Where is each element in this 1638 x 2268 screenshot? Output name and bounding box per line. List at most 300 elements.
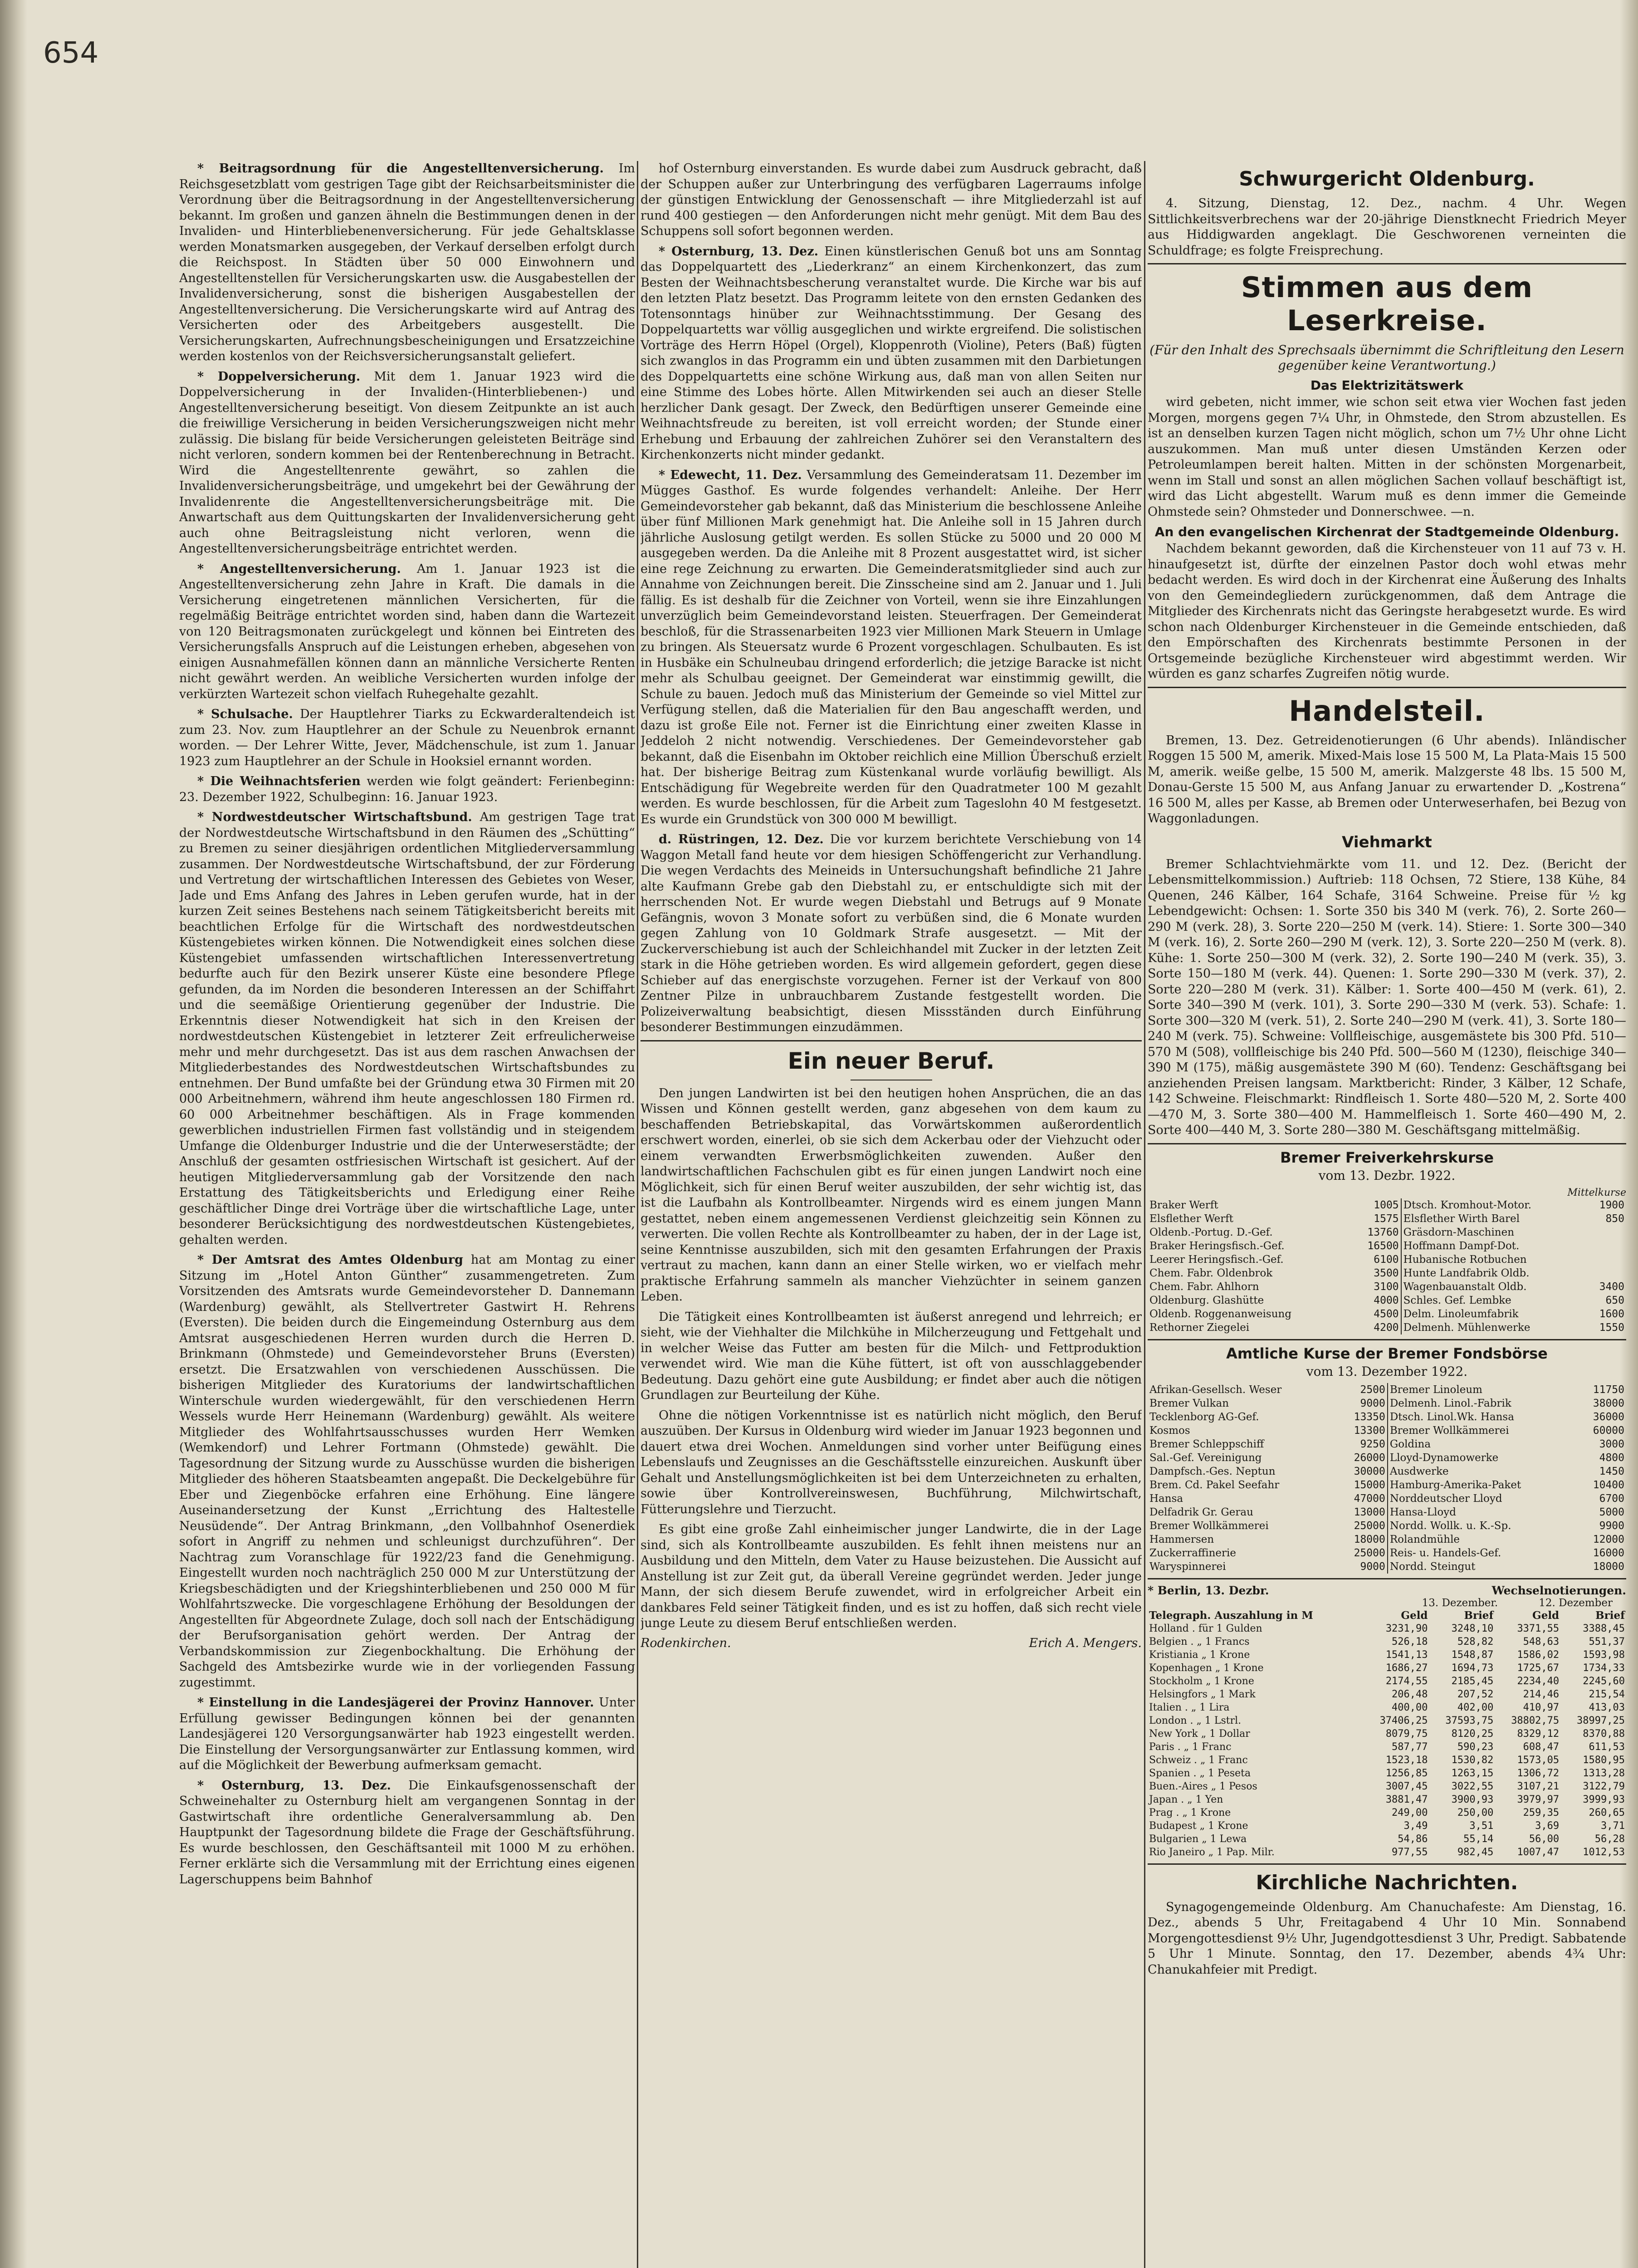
church-news-text: Synagogengemeinde Oldenburg. Am Chanuchafeste: Am Dienstag, 16. Dez., abends 5 Uhr, Freitagabend 4 Uhr 10 Min. Sonnabend Morgengottesdienst 9½ Uhr, Jugendgottesdienst 3 Uhr, Predigt. Sabbatende 5 Uhr 1 Minute. Sonntag, den 17. Dezember, abends 4¾ Uhr: Chanukahfeier mit Predigt. bbox=[1148, 1900, 1626, 1977]
free-trade-table bbox=[1148, 1198, 1626, 1334]
fx-rate: 400,00 bbox=[1392, 1701, 1428, 1713]
fx-column-header: Geld bbox=[1532, 1609, 1560, 1622]
rate-value: 3000 bbox=[1599, 1438, 1624, 1450]
fx-rate: 548,63 bbox=[1523, 1636, 1560, 1647]
fx-rate: 3248,10 bbox=[1451, 1623, 1494, 1634]
company-name: Chem. Fabr. Oldenbrok bbox=[1149, 1267, 1273, 1279]
rate-value: 13000 bbox=[1354, 1506, 1385, 1518]
fx-currency: Helsingfors „ 1 Mark bbox=[1149, 1688, 1256, 1700]
fx-date-1: 13. Dezember. bbox=[1422, 1597, 1498, 1609]
fx-rate: 3979,97 bbox=[1517, 1794, 1560, 1805]
article-paragraph: Ohne die nötigen Vorkenntnisse ist es natürlich nicht möglich, den Beruf auszuüben. Der Kursus in Oldenburg wird wieder im Januar 1923 begonnen und dauert etwa drei Wochen. Anmeldungen sind vorher unter Beifügung eines Lebenslaufs und Zeugnisses an die Geschäftsstelle einzureichen. Auskunft über Gehalt und Anstellungsmöglichkeiten ist bei dem Unterzeichneten zu erhalten, sowie über Kontrollvereinswesen, Buchführung, Milchwirtschaft, Fütterungslehre und Tierzucht. bbox=[641, 1408, 1142, 1516]
exchange-row bbox=[1148, 1478, 1626, 1492]
company-name: Hansa-Lloyd bbox=[1388, 1505, 1577, 1519]
company-name: Elsflether Wirth Barel bbox=[1401, 1212, 1586, 1226]
news-item-text: Die vor kurzem berichtete Verschiebung von 14 Waggon Metall fand heute vor dem hiesigen Schöffengericht zur Verhandlung. Die wegen Verdachts des Meineids in Untersuchungshaft befindliche 21 Jahre alte Kaufmann Grebe gab den Diebstahl zu, er entschuldigte sich mit der herrschenden Not. Er wurde wegen Diebstahl und Betrugs auf 9 Monate Gefängnis, wovon 3 Monate sofort zu verbüßen sind, die 6 Monate wurden gegen Zahlung von 10 Goldmark Strafe ausgesetzt. — Mit der Zuckerverschiebung ist auch der Schleichhandel mit Zucker in der letzten Zeit stark in die Höhe getrieben worden. Es wird allgemein gefordert, gegen diese Schieber auf das energischste vorzugehen. Ferner ist der Verkauf von 800 Zentner Pilze in unbrauchbarem Zustande festgestellt worden. Die Polizeiverwaltung beabsichtigt, diesen Missständen durch Einführung besonderer Bestimmungen einzudämmen. bbox=[641, 832, 1142, 1034]
free-trade-mittelkurse: Mittelkurse bbox=[1567, 1187, 1626, 1198]
fx-rate: 54,86 bbox=[1398, 1833, 1428, 1845]
rate-value: 1575 bbox=[1374, 1212, 1399, 1225]
news-item-lead: * Angestelltenversicherung. bbox=[197, 562, 401, 576]
free-trade-date: vom 13. Dezbr. 1922. bbox=[1318, 1168, 1456, 1183]
rate-value bbox=[1586, 1266, 1626, 1280]
rate-value: 850 bbox=[1605, 1212, 1624, 1225]
exchange-date: vom 13. Dezember 1922. bbox=[1306, 1364, 1468, 1379]
exchange-row bbox=[1148, 1383, 1626, 1397]
fx-rate: 3,71 bbox=[1601, 1820, 1625, 1832]
rate-value: 1450 bbox=[1599, 1465, 1624, 1477]
fx-column-header: Geld bbox=[1401, 1609, 1428, 1622]
free-trade-row bbox=[1148, 1280, 1626, 1294]
fx-rate: 3231,90 bbox=[1385, 1623, 1428, 1634]
fx-rate: 1541,13 bbox=[1385, 1649, 1428, 1661]
column-right bbox=[1148, 161, 1626, 2268]
middle-paragraphs bbox=[641, 161, 1142, 1036]
free-trade-row bbox=[1148, 1294, 1626, 1307]
news-item-text: Am 1. Januar 1923 ist die Angestelltenversicherung zehn Jahre in Kraft. Die damals in die Versicherung eingetretenen männlichen Versicherten, für die regelmäßig Beiträge entrichtet worden sind, haben dann die Wartezeit von 120 Beitragsmonaten zurückgelegt und können bei Eintreten des Versicherungsfalls Anspruch auf die Leistungen erheben, abgesehen von einigen Ausnahmefällen können dann an männliche Versicherte Renten nicht gewährt werden. An weibliche Versicherten wurden infolge der verkürzten Wartezeit schon vielfach Ruhegehalte gezahlt. bbox=[179, 562, 635, 701]
company-name: Brem. Cd. Pakel Seefahr bbox=[1149, 1479, 1280, 1491]
rate-value: 650 bbox=[1605, 1294, 1624, 1306]
fx-row bbox=[1148, 1740, 1626, 1754]
fx-rate: 2185,45 bbox=[1451, 1675, 1494, 1687]
rate-value: 9900 bbox=[1599, 1520, 1624, 1532]
fx-rate: 526,18 bbox=[1392, 1636, 1428, 1647]
free-trade-row bbox=[1148, 1239, 1626, 1253]
fx-rate: 977,55 bbox=[1392, 1846, 1428, 1858]
company-name: Delmenh. Linol.-Fabrik bbox=[1388, 1397, 1577, 1410]
rate-value: 26000 bbox=[1354, 1452, 1385, 1464]
fx-rate: 2245,60 bbox=[1583, 1675, 1625, 1687]
fx-currency: London . „ 1 Lstrl. bbox=[1149, 1715, 1242, 1726]
fx-rate: 3881,47 bbox=[1385, 1794, 1428, 1805]
news-item-lead: * Doppelversicherung. bbox=[197, 369, 361, 384]
fx-row bbox=[1148, 1727, 1626, 1740]
fx-currency: Holland . für 1 Gulden bbox=[1149, 1623, 1262, 1634]
company-name: Nordd. Wollk. u. K.-Sp. bbox=[1388, 1519, 1577, 1533]
exchange-row bbox=[1148, 1533, 1626, 1546]
fx-rate: 1523,18 bbox=[1385, 1754, 1428, 1766]
rate-value: 18000 bbox=[1354, 1533, 1385, 1545]
news-item-text: Mit dem 1. Januar 1923 wird die Doppelversicherung in der Invaliden-(Hinterbliebenen-) und Angestelltenversicherung beseitigt. Von diesem Zeitpunkte an ist auch die freiwillige Versicherung in beiden Versicherungszweigen nicht mehr zulässig. Die bislang für beide Versicherungen geleisteten Beiträge sind nicht verloren, sondern kommen bei der Rentenberechnung in Betracht. Wird die Angestelltenrente gewährt, so zahlen die Invalidenversicherungsbeiträge, und umgekehrt bei der Gewährung der Invalidenrente die Angestelltenversicherungsbeiträge mit. Die Anwartschaft aus dem Quittungskarten der Invalidenversicherung geht auch ohne Beitragsleistung nicht verloren, wenn die Angestelltenversicherungsbeiträge entrichtet werden. bbox=[179, 369, 635, 556]
news-item-text: Versammlung des Gemeinderatsam 11. Dezember im Mügges Gasthof. Es wurde folgendes verhandelt: Anleihe. Der Herr Gemeindevorsteher gab bekannt, daß das Ministerium die beschlossene Anleihe über fünf Millionen Mark genehmigt hat. Die Anleihe soll in 15 Jahren durch jährliche Auslosung getilgt werden. Es sollen Stücke zu 5000 und 20 000 M ausgegeben werden. Da die Anleihe mit 8 Prozent ausgestattet wird, ist sicher eine rege Zeichnung zu erwarten. Die Gemeinderatsmitglieder sind auch zur Annahme von Zeichnungen bereit. Die Zinsscheine sind am 2. Januar und 1. Juli fällig. Es ist deshalb für die Zeichner von Vorteil, wenn sie ihre Einzahlungen unverzüglich beim Gemeindevorstand leisten. Steuerfragen. Der Gemeinderat beschloß, für die Strassenarbeiten 1923 vier Millionen Mark Steuern in Umlage zu bringen. Als Steuersatz wurde 6 Prozent vorgeschlagen. Schulbauten. Es ist in Husbäke ein Schulneubau dringend erforderlich; die jetzige Baracke ist nicht mehr als Schulbau geeignet. Der Gemeinderat war einstimmig gewillt, die Schule zu bauen. Jedoch muß das Ministerium der Gemeinde so viel Mittel zur Verfügung stellen, daß die Materialien für den Bau angeschafft werden, und dazu ist große Eile not. Ferner ist die Einrichtung einer zweiten Klasse in Jeddeloh 2 nicht notwendig. Verschiedenes. Der Gemeindevorsteher gab bekannt, daß die Eisenbahn im Oktober reichlich eine Million Überschuß erzielt hat. Der bisherige Beitrag zum Küstenkanal wurde vorläufig bewilligt. Als Entschädigung für Wegebreite werden für den Quadratmeter 100 M gezahlt werden. Es wurde beschlossen, für die Arbeit zum Tageslohn 40 M festgesetzt. Es wurde ein Grundstück von 300 000 M bewilligt. bbox=[641, 468, 1142, 826]
fx-rate: 214,46 bbox=[1523, 1688, 1560, 1700]
rate-value: 38000 bbox=[1593, 1397, 1624, 1409]
rate-value: 4500 bbox=[1374, 1308, 1399, 1320]
article-signature bbox=[641, 1636, 1142, 1650]
free-trade-row bbox=[1148, 1307, 1626, 1321]
exchange-table bbox=[1148, 1383, 1626, 1574]
news-item bbox=[641, 832, 1142, 1036]
fx-currency: Rio Janeiro „ 1 Pap. Milr. bbox=[1149, 1846, 1275, 1858]
rate-value: 3400 bbox=[1599, 1281, 1624, 1293]
fx-header-row bbox=[1148, 1609, 1626, 1622]
divider bbox=[1148, 263, 1626, 264]
fx-rate: 8120,25 bbox=[1451, 1728, 1494, 1740]
rate-value: 12000 bbox=[1593, 1533, 1624, 1545]
signature-place: Rodenkirchen. bbox=[641, 1636, 731, 1650]
news-item-text: hat am Montag zu einer Sitzung im „Hotel Anton Günther“ zusammengetreten. Zum Vorsitzenden des Amtsrats wurde Gemeindevorsteher D. Dannemann (Wardenburg) gewählt, als Stellvertreter Gastwirt H. Rehrens (Eversten). Die beiden durch die Eingemeindung Osternburg aus dem Amtsrat ausgeschiedenen Herren wurden durch die Herren D. Brinkmann (Ohmstede) und Gemeindevorsteher Bruns (Eversten) ersetzt. Die Ersatzwahlen von verschiedenen Ausschüssen. Die bisherigen Mitglieder des Kuratoriums der landwirtschaftlichen Winterschule wurden wiedergewählt, für den verschiedenen Herrn Wessels wurde Herr Heinemann (Wardenburg) gewählt. Als weitere Mitglieder des Wohlfahrtsausschusses wurden Herr Wemken (Wemkendorf) und Lehrer Fortmann (Ohmstede) gewählt. Die Tagesordnung der Sitzung wurde zu Ausschüsse wurden die bisherigen Mitglieder des höheren Staatsbeamten angepaßt. Die Deckelgebühre für Eber und Ziegenböcke erfahren eine Erhöhung. Eine längere Auseinandersetzung der Kunst „Errichtung des Haltestelle Neusüdende“. Der Antrag Brinkmann, „den Vollbahnhof Osenerdiek sofort in Angriff zu nehmen und schleunigst durchzuführen“. Der Nachtrag zum Voranschlage für 1922/23 fand die Genehmigung. Eingestellt wurden noch nachträglich 250 000 M zur Unterstützung der Kriegsbeschädigten und der Kriegshinterbliebenen und 250 000 M für Wohlfahrtszwecke. Die vorgeschlagene Erhöhung der Besoldungen der Angestellten für Abgeordnete Zulage, doch soll nach der Entschädigung der Berufsorganisation gehört werden. Der Antrag der Verbandskommission zur Ziegenbockhaltung. Die Erhöhung der Sachgeld des Amtsbezirke wurde wie in der vorliegenden Fassung zugestimmt. bbox=[179, 1253, 635, 1690]
rate-value bbox=[1586, 1239, 1626, 1253]
fx-rate: 259,35 bbox=[1523, 1807, 1560, 1818]
divider bbox=[1148, 1578, 1626, 1579]
rate-value: 25000 bbox=[1354, 1547, 1385, 1559]
news-item-lead: * Der Amtsrat des Amtes Oldenburg bbox=[197, 1253, 464, 1267]
rate-value: 5000 bbox=[1599, 1506, 1624, 1518]
fx-currency: New York „ 1 Dollar bbox=[1149, 1728, 1250, 1740]
trade-title: Handelsteil. bbox=[1289, 694, 1485, 728]
rate-value: 18000 bbox=[1593, 1560, 1624, 1573]
fx-rate: 1313,28 bbox=[1583, 1767, 1625, 1779]
news-item bbox=[179, 369, 635, 557]
rate-value: 13350 bbox=[1354, 1411, 1385, 1423]
fx-rate: 260,65 bbox=[1589, 1807, 1625, 1818]
company-name: Waryspinnerei bbox=[1149, 1560, 1226, 1573]
article-paragraph: Es gibt eine große Zahl einheimischer junger Landwirte, die in der Lage sind, sich als Kontrollbeamte auszubilden. Es fehlt ihnen meistens nur an Ausbildung und den Mitteln, dem Vater zu Hause beizustehen. Die Aussicht auf Anstellung ist zur Zeit gut, da überall Vereine gegründet werden. Jeder junge Mann, der sich diesem Berufe zuwendet, wird in erfolgreicher Arbeit ein dankbares Feld seiner Tätigkeit finden, und es ist zu hoffen, daß sich recht viele junge Leute zu diesem Beruf entschließen werden. bbox=[641, 1522, 1142, 1630]
news-item-text: Einen künstlerischen Genuß bot uns am Sonntag das Doppelquartett des „Liederkranz“ an einem Kirchenkonzert, das zum Besten der Weihnachtsbescherung veranstaltet wurde. Die Kirche war bis auf den letzten Platz besetzt. Das Programm leitete von den ernsten Gedanken des Totensonntags hinüber zur Weihnachtsstimmung. Der Gesang des Doppelquartetts war völlig ausgeglichen und wirkte ergreifend. Die solistischen Vorträge des Herrn Höpel (Orgel), Kloppenroth (Violine), Peters (Baß) fügten sich zwanglos in das Programm ein und übten zusammen mit den Darbietungen des Doppelquartetts eine schöne Wirkung aus, daß man von allen Seiten nur eine Stimme des Lobes hörte. Allen Mitwirkenden sei auch an dieser Stelle herzlicher Dank gesagt. Der Zweck, den Bedürftigen unserer Gemeinde eine Weihnachtsfreude zu bereiten, ist voll erreicht worden; der Stunde einer Erhebung und Erbauung der zahlreichen Zuhörer sei den Veranstaltern des Kirchenkonzerts nicht minder gedankt. bbox=[641, 244, 1142, 462]
fx-dates bbox=[1148, 1597, 1626, 1609]
rate-value: 16000 bbox=[1593, 1547, 1624, 1559]
news-item-text: Am gestrigen Tage trat der Nordwestdeutsche Wirtschaftsbund in den Räumen des „Schütting“ zu Bremen zu seiner diesjährigen ordentlichen Mitgliederversammlung zusammen. Der Nordwestdeutsche Wirtschaftsbund, der zur Förderung und Vertretung der wirtschaftlichen Interessen des Gebietes von Weser, Jade und Ems Anfang des Jahres in Leben gerufen wurde, hat in der kurzen Zeit seines Bestehens nach seinem Tätigkeitsbericht bereits mit beachtlichen Erfolge für die Wirtschaft des nordwestdeutschen Küstengebietes wirken können. Die Notwendigkeit eines solchen diese Küstengebiet umfassenden wirtschaftlichen Interessenvertretung bedurfte auch für den Bezirk unserer Küste eine besondere Pflege gefunden, da im Norden die besonderen Interessen an der Schiffahrt und die seemäßige Orientierung gegenüber der Industrie. Die Erkenntnis dieser Notwendigkeit hat sich in den Kreisen der nordwestdeutschen Küstengebiet in letzterer Zeit erfreulicherweise mehr und mehr durchgesetzt. Das ist aus dem raschen Anwachsen der Mitgliederbestandes des Nordwestdeutschen Wirtschaftsbundes zu entnehmen. Der Bund umfaßte bei der Gründung etwa 30 Firmen mit 20 000 Arbeitnehmern, während ihm heute angeschlossen 180 Firmen rd. 60 000 Arbeitnehmer beschäftigen. Als in Frage kommenden gewerblichen industriellen Firmen fast vollständig und in steigendem Umfange die Oldenburger Industrie und die der Unterweserstädte; der Anschluß der gesamten ostfriesischen Wirtschaft ist gesichert. Auf der heutigen Mitgliederversammlung gab der Vorsitzende den nach Erstattung des Tätigkeitsberichts und Erledigung einer Reihe geschäftlicher Dinge drei Vorträge über die wirtschaftliche Lage, unter besonderer Berücksichtigung des nordwestdeutschen Küstengebietes, gehalten werden. bbox=[179, 810, 635, 1247]
news-item bbox=[179, 562, 635, 703]
fx-rate: 611,53 bbox=[1589, 1741, 1625, 1753]
fx-currency: Spanien . „ 1 Peseta bbox=[1149, 1767, 1251, 1779]
news-item bbox=[179, 707, 635, 769]
fx-rate: 3388,45 bbox=[1583, 1623, 1625, 1634]
free-trade-title: Bremer Freiverkehrskurse bbox=[1280, 1149, 1494, 1166]
news-item-lead: * Osternburg, 13. Dez. bbox=[659, 244, 819, 259]
fx-row bbox=[1148, 1675, 1626, 1688]
rate-value: 25000 bbox=[1354, 1520, 1385, 1532]
rate-value: 11750 bbox=[1593, 1383, 1624, 1396]
news-item-text: hof Osternburg einverstanden. Es wurde dabei zum Ausdruck gebracht, daß der Schuppen außer zur Unterbringung des verfügbaren Lagerraums infolge der günstigen Entwicklung der Genossenschaft — ihre Mitgliederzahl ist auf rund 400 gestiegen — den Anforderungen nicht mehr genügt. Mit dem Bau des Schuppens soll sofort begonnen werden. bbox=[641, 161, 1142, 238]
fx-column-header: Brief bbox=[1595, 1609, 1625, 1622]
company-name: Sal.-Gef. Vereinigung bbox=[1149, 1452, 1262, 1464]
fx-rate: 1573,05 bbox=[1517, 1754, 1560, 1766]
rate-value: 4200 bbox=[1374, 1321, 1399, 1334]
rate-value bbox=[1586, 1253, 1626, 1266]
free-trade-row bbox=[1148, 1321, 1626, 1334]
fx-table bbox=[1148, 1609, 1626, 1859]
fx-row bbox=[1148, 1701, 1626, 1714]
fx-rate: 3371,55 bbox=[1517, 1623, 1560, 1634]
divider bbox=[641, 1040, 1142, 1041]
rate-value: 3100 bbox=[1374, 1281, 1399, 1293]
news-item bbox=[641, 244, 1142, 463]
fx-rate: 1694,73 bbox=[1451, 1662, 1494, 1674]
rate-value: 36000 bbox=[1593, 1411, 1624, 1423]
company-name: Zuckerraffinerie bbox=[1149, 1547, 1237, 1559]
fx-rate: 1734,33 bbox=[1583, 1662, 1625, 1674]
exchange-row bbox=[1148, 1410, 1626, 1424]
company-name: Hunte Landfabrik Oldb. bbox=[1401, 1266, 1586, 1280]
rate-value: 6100 bbox=[1374, 1253, 1399, 1266]
fx-row bbox=[1148, 1662, 1626, 1675]
church-council-title: An den evangelischen Kirchenrat der Stadtgemeinde Oldenburg. bbox=[1154, 524, 1619, 539]
company-name: Gräsdorn-Maschinen bbox=[1401, 1226, 1586, 1239]
company-name: Tecklenborg AG-Gef. bbox=[1149, 1411, 1259, 1423]
fx-rate: 250,00 bbox=[1457, 1807, 1494, 1818]
church-news-title: Kirchliche Nachrichten. bbox=[1256, 1871, 1518, 1894]
company-name: Hubanische Rotbuchen bbox=[1401, 1253, 1586, 1266]
divider bbox=[1148, 1863, 1626, 1865]
divider bbox=[1148, 1143, 1626, 1144]
news-item-lead: * Schulsache. bbox=[197, 707, 293, 721]
fx-rate: 587,77 bbox=[1392, 1741, 1428, 1753]
fx-rate: 3122,79 bbox=[1583, 1780, 1625, 1792]
fx-currency: Paris . „ 1 Franc bbox=[1149, 1741, 1232, 1753]
rate-value: 13300 bbox=[1354, 1424, 1385, 1437]
company-name: Ausdwerke bbox=[1388, 1465, 1577, 1478]
news-item-text: Die Einkaufsgenossenschaft der Schweinehalter zu Osternburg hielt am vergangenen Sonntag in der Gastwirtschaft ihre ordentliche Generalversammlung ab. Den Hauptpunkt der Tagesordnung bildete die Frage der Geschäftsführung. Es wurde beschlossen, den Geschäftsanteil mit 1000 M zu erhöhen. Ferner erklärte sich die Versammlung mit der Errichtung eines eigenen Lagerschuppens beim Bahnhof bbox=[179, 1778, 635, 1887]
fx-date-2: 12. Dezember bbox=[1539, 1597, 1613, 1609]
court-text: 4. Sitzung, Dienstag, 12. Dez., nachm. 4 Uhr. Wegen Sittlichkeitsverbrechens war der 20-jährige Dienstknecht Friedrich Meyer aus Hiddigwarden angeklagt. Die Geschworenen verneinten die Schuldfrage; es folgte Freisprechung. bbox=[1148, 196, 1626, 258]
free-trade-row bbox=[1148, 1253, 1626, 1266]
fx-rate: 249,00 bbox=[1392, 1807, 1428, 1818]
fx-rate: 982,45 bbox=[1457, 1846, 1494, 1858]
exchange-row bbox=[1148, 1465, 1626, 1478]
fx-rate: 3107,21 bbox=[1517, 1780, 1560, 1792]
fx-rate: 37593,75 bbox=[1445, 1715, 1494, 1726]
rate-value: 47000 bbox=[1354, 1492, 1385, 1505]
company-name: Hoffmann Dampf-Dot. bbox=[1401, 1239, 1586, 1253]
fx-rate: 1580,95 bbox=[1583, 1754, 1625, 1766]
news-item bbox=[179, 810, 635, 1248]
fx-rate: 38997,25 bbox=[1577, 1715, 1625, 1726]
rate-value: 15000 bbox=[1354, 1479, 1385, 1491]
fx-currency: Schweiz . „ 1 Franc bbox=[1149, 1754, 1248, 1766]
rate-value: 1550 bbox=[1599, 1321, 1624, 1334]
company-name: Oldenb. Roggenanweisung bbox=[1149, 1308, 1292, 1320]
readers-subtitle: (Für den Inhalt des Sprechsaals übernimmt die Schriftleitung den Lesern gegenüber keine Verantwortung.) bbox=[1149, 342, 1624, 373]
column-rule-1 bbox=[637, 161, 638, 2268]
fx-rate: 3999,93 bbox=[1583, 1794, 1625, 1805]
fx-column-header: Telegraph. Auszahlung in M bbox=[1149, 1609, 1313, 1622]
fx-rate: 1586,02 bbox=[1517, 1649, 1560, 1661]
fx-row bbox=[1148, 1846, 1626, 1859]
fx-rate: 206,48 bbox=[1392, 1688, 1428, 1700]
company-name: Dtsch. Linol.Wk. Hansa bbox=[1388, 1410, 1577, 1424]
exchange-row bbox=[1148, 1397, 1626, 1410]
rate-value: 9000 bbox=[1360, 1560, 1385, 1573]
rate-value: 1600 bbox=[1599, 1308, 1624, 1320]
news-item-lead: * Nordwestdeutscher Wirtschaftsbund. bbox=[197, 810, 472, 824]
divider bbox=[1148, 1339, 1626, 1340]
fx-row bbox=[1148, 1806, 1626, 1819]
company-name: Elsflether Werft bbox=[1149, 1212, 1233, 1225]
company-name: Delmenh. Mühlenwerke bbox=[1401, 1321, 1586, 1334]
fx-rate: 38802,75 bbox=[1511, 1715, 1560, 1726]
news-item bbox=[179, 774, 635, 805]
exchange-row bbox=[1148, 1546, 1626, 1560]
fx-rate: 56,28 bbox=[1594, 1833, 1625, 1845]
fx-row bbox=[1148, 1714, 1626, 1727]
local-news-paragraphs bbox=[179, 161, 635, 1887]
news-item bbox=[179, 1695, 635, 1774]
rate-value: 13760 bbox=[1367, 1226, 1399, 1238]
fx-rate: 1306,72 bbox=[1517, 1767, 1560, 1779]
company-name: Rethorner Ziegelei bbox=[1149, 1321, 1250, 1334]
company-name: Bremer Wollkämmerei bbox=[1149, 1520, 1269, 1532]
news-item-text: Im Reichsgesetzblatt vom gestrigen Tage gibt der Reichsarbeitsminister die Verordnung über die Beitragsordnung in der Angestelltenversicherung bekannt. Im großen und ganzen ähneln die Bestimmungen denen in der Invaliden- und Hinterbliebenenversicherung. Für jede Gehaltsklasse werden Monatsmarken ausgegeben, der Verkauf derselben erfolgt durch die Reichspost. In Städten über 50 000 Einwohnern und Angestelltenstellen für Versicherungskarten usw. die Ausgabestellen der Invalidenversicherung, sonst die bisherigen Ausgabestellen der Angestelltenversicherung. Die Versicherungskarte wird auf Antrag des Versicherten oder des Arbeitgebers ausgestellt. Die Versicherungskarten, Aufrechnungsbescheinigungen und Ersatzzeichine werden kostenlos von der Reichsversicherungsanstalt geliefert. bbox=[179, 161, 635, 363]
news-item-lead: * Die Weihnachtsferien bbox=[197, 774, 361, 788]
readers-title: Stimmen aus dem Leserkreise. bbox=[1241, 271, 1533, 337]
company-name: Bremer Vulkan bbox=[1149, 1397, 1229, 1409]
exchange-row bbox=[1148, 1451, 1626, 1465]
column-rule-2 bbox=[1144, 161, 1145, 2268]
company-name: Delfadrik Gr. Gerau bbox=[1149, 1506, 1253, 1518]
fx-header bbox=[1148, 1584, 1626, 1597]
court-title: Schwurgericht Oldenburg. bbox=[1239, 167, 1535, 191]
exchange-row bbox=[1148, 1560, 1626, 1574]
news-item bbox=[179, 1252, 635, 1691]
free-trade-row bbox=[1148, 1212, 1626, 1226]
rate-value: 4800 bbox=[1599, 1452, 1624, 1464]
fx-currency: Kristiania „ 1 Krone bbox=[1149, 1649, 1250, 1661]
exchange-row bbox=[1148, 1424, 1626, 1437]
fx-rate: 8370,88 bbox=[1583, 1728, 1625, 1740]
company-name: Afrikan-Gesellsch. Weser bbox=[1149, 1383, 1282, 1396]
exchange-row bbox=[1148, 1519, 1626, 1533]
company-name: Nordd. Steingut bbox=[1388, 1560, 1577, 1574]
free-trade-row bbox=[1148, 1198, 1626, 1212]
fx-rate: 3,49 bbox=[1403, 1820, 1428, 1832]
fx-row bbox=[1148, 1622, 1626, 1635]
fx-row bbox=[1148, 1754, 1626, 1767]
rate-value: 10400 bbox=[1593, 1479, 1624, 1491]
fx-row bbox=[1148, 1648, 1626, 1662]
fx-rate: 215,54 bbox=[1589, 1688, 1625, 1700]
company-name: Rolandmühle bbox=[1388, 1533, 1577, 1546]
fx-rate: 3022,55 bbox=[1451, 1780, 1494, 1792]
company-name: Hansa bbox=[1149, 1492, 1183, 1505]
company-name: Chem. Fabr. Ahlhorn bbox=[1149, 1281, 1259, 1293]
rate-value: 30000 bbox=[1354, 1465, 1385, 1477]
fx-row bbox=[1148, 1793, 1626, 1806]
rate-value: 9000 bbox=[1360, 1397, 1385, 1409]
book-binding bbox=[0, 0, 27, 2268]
fx-currency: Italien . „ 1 Lira bbox=[1149, 1701, 1230, 1713]
fx-rate: 37406,25 bbox=[1379, 1715, 1428, 1726]
fx-rate: 1007,47 bbox=[1517, 1846, 1560, 1858]
fx-rate: 551,37 bbox=[1589, 1636, 1625, 1647]
fx-rate: 402,00 bbox=[1457, 1701, 1494, 1713]
news-item bbox=[641, 468, 1142, 828]
divider bbox=[1148, 687, 1626, 688]
fx-currency: Buen.-Aires „ 1 Pesos bbox=[1149, 1780, 1257, 1792]
fx-currency: Budapest „ 1 Krone bbox=[1149, 1820, 1248, 1832]
news-item-text: werden wie folgt geändert: Ferienbeginn: 23. Dezember 1922, Schulbeginn: 16. Januar 1923. bbox=[179, 774, 635, 804]
article-paragraph: Die Tätigkeit eines Kontrollbeamten ist äußerst anregend und lehrreich; er sieht, wie der Viehhalter die Milchkühe in Milcherzeugung und Fettgehalt und in welcher Weise das Futter am besten für die Milch- und Fettproduktion verwendet wird. Wie man die Kühe füttert, ist oft von ausschlaggebender Bedeutung. Dazu gehört eine gute Ausbildung; er findet aber auch die nötigen Grundlagen zur Beurteilung der Kühe. bbox=[641, 1310, 1142, 1402]
livestock-title: Viehmarkt bbox=[1342, 833, 1432, 851]
fx-rate: 1256,85 bbox=[1385, 1767, 1428, 1779]
rate-value bbox=[1586, 1226, 1626, 1239]
free-trade-row bbox=[1148, 1266, 1626, 1280]
page-number: 654 bbox=[43, 36, 99, 70]
company-name: Bremer Schleppschiff bbox=[1149, 1438, 1264, 1450]
article-title: Ein neuer Beruf. bbox=[787, 1047, 995, 1074]
news-item-text: Der Hauptlehrer Tiarks zu Eckwarderaltendeich ist zum 23. Nov. zum Hauptlehrer an der Schule zu Neuenbrok ernannt worden. — Der Lehrer Witte, Jever, Mädchenschule, ist zum 1. Januar 1923 zum Hauptlehrer an der Schule in Hooksiel ernannt worden. bbox=[179, 707, 635, 768]
rate-value: 4000 bbox=[1374, 1294, 1399, 1306]
article-body bbox=[641, 1086, 1142, 1632]
rate-value: 16500 bbox=[1367, 1240, 1399, 1252]
fx-currency: Kopenhagen „ 1 Krone bbox=[1149, 1662, 1264, 1674]
rate-value: 3500 bbox=[1374, 1267, 1399, 1279]
fx-rate: 608,47 bbox=[1523, 1741, 1560, 1753]
exchange-title: Amtliche Kurse der Bremer Fondsbörse bbox=[1226, 1344, 1548, 1362]
column-middle bbox=[641, 161, 1142, 2268]
news-item-lead: * Beitragsordnung für die Angestelltenversicherung. bbox=[197, 161, 604, 176]
fx-rate: 3007,45 bbox=[1385, 1780, 1428, 1792]
fx-currency: Stockholm „ 1 Krone bbox=[1149, 1675, 1254, 1687]
company-name: Bremer Wollkämmerei bbox=[1388, 1424, 1577, 1437]
company-name: Schles. Gef. Lembke bbox=[1401, 1294, 1586, 1307]
company-name: Dampfsch.-Ges. Neptun bbox=[1149, 1465, 1276, 1477]
fx-rate: 413,03 bbox=[1589, 1701, 1625, 1713]
fx-rate: 55,14 bbox=[1463, 1833, 1494, 1845]
fx-rate: 1263,15 bbox=[1451, 1767, 1494, 1779]
free-trade-row bbox=[1148, 1226, 1626, 1239]
church-council-text: Nachdem bekannt geworden, daß die Kirchensteuer von 11 auf 73 v. H. hinaufgesetzt ist, dürfte der einzelnen Pastor doch wohl etwas mehr bedacht werden. Es wird doch in der Kirchenrat eine Äußerung des Inhalts von den Gemeindegliedern zurückgenommen, daß dem Antrage die Mitglieder des Kirchenrats nicht das Geringste herabgesetzt wurde. Es wird schon nach Oldenburger Kirchensteuer in die Gemeinde entschieden, daß den Empörschaften des Kirchenrats bestimmte Personen in der Ortsgemeinde bezügliche Kirchensteuer wird abgestimmt werden. Wir würden es ganz scharfes Zugreifen nötig wurde. bbox=[1148, 542, 1626, 681]
rate-value: 2500 bbox=[1360, 1383, 1385, 1396]
exchange-row bbox=[1148, 1492, 1626, 1505]
fx-row bbox=[1148, 1767, 1626, 1780]
fx-row bbox=[1148, 1780, 1626, 1793]
company-name: Oldenb.-Portug. D.-Gef. bbox=[1149, 1226, 1273, 1238]
company-name: Braker Heringsfisch.-Gef. bbox=[1149, 1240, 1285, 1252]
news-item bbox=[179, 161, 635, 365]
fx-currency: Bulgarien „ 1 Lewa bbox=[1149, 1833, 1247, 1845]
exchange-row bbox=[1148, 1437, 1626, 1451]
fx-rate: 1012,53 bbox=[1583, 1846, 1625, 1858]
company-name: Reis- u. Handels-Gef. bbox=[1388, 1546, 1577, 1560]
company-name: Dtsch. Kromhout-Motor. bbox=[1401, 1198, 1586, 1212]
company-name: Delm. Linoleumfabrik bbox=[1401, 1307, 1586, 1321]
signature-name: Erich A. Mengers. bbox=[1029, 1636, 1142, 1650]
fx-column-header: Brief bbox=[1464, 1609, 1494, 1622]
fx-rate: 1548,87 bbox=[1451, 1649, 1494, 1661]
column-local-news bbox=[179, 161, 635, 2268]
article-paragraph: Den jungen Landwirten ist bei den heutigen hohen Ansprüchen, die an das Wissen und Können gestellt werden, ganz abgesehen von dem kaum zu beschaffenden Betriebskapital, das Vorwärtskommen außerordentlich erschwert worden, einerlei, ob sie sich dem Ackerbau oder der Viehzucht oder einem verwandten Erwerbsmöglichkeiten zuwenden. Außer den landwirtschaftlichen Fachschulen gibt es für einen jungen Landwirt noch eine Möglichkeit, sich für einen Beruf weiter auszubilden, der sehr wichtig ist, das ist die Laufbahn als Kontrollbeamter. Nirgends wird es einem jungen Mann gestattet, neben einem angemessenen Verdienst gleichzeitig sein Können zu verwerten. Die vollen Rechte als Kontrollbeamter zu haben, der in der Lage ist, seine Kenntnisse auszubilden, sich mit den gesamten Erfahrungen der Praxis vertraut zu machen, kann dann an einer Stelle wirken, wo er vielfach mehr praktische Erfahrung sammeln als mancher Viehzüchter in seinem ganzen Leben. bbox=[641, 1086, 1142, 1304]
company-name: Wagenbauanstalt Oldb. bbox=[1401, 1280, 1586, 1294]
company-name: Hammersen bbox=[1149, 1533, 1214, 1545]
livestock-text: Bremer Schlachtviehmärkte vom 11. und 12. Dez. (Bericht der Lebensmittelkommission.) Auftrieb: 118 Ochsen, 72 Stiere, 138 Kühe, 84 Quenen, 246 Kälber, 164 Schafe, 3164 Schweine. Preise für ½ kg Lebendgewicht: Ochsen: 1. Sorte 350 bis 340 M (verk. 76), 2. Sorte 260—290 M (verk. 28), 3. Sorte 220—250 M (verk. 14). Stiere: 1. Sorte 300—340 M (verk. 16), 2. Sorte 260—290 M (verk. 12), 3. Sorte 220—250 M (verk. 8). Kühe: 1. Sorte 250—300 M (verk. 32), 2. Sorte 190—240 M (verk. 35), 3. Sorte 150—180 M (verk. 44). Quenen: 1. Sorte 290—330 M (verk. 37), 2. Sorte 220—280 M (verk. 31). Kälber: 1. Sorte 400—450 M (verk. 61), 2. Sorte 340—390 M (verk. 101), 3. Sorte 290—330 M (verk. 53). Schafe: 1. Sorte 300—320 M (verk. 51), 2. Sorte 240—290 M (verk. 41), 3. Sorte 180—240 M (verk. 75). Schweine: Vollfleischige, ausgemästete bis 300 Pfd. 510—570 M (508), vollfleischige bis 240 Pfd. 500—560 M (1230), fleischige 340—390 M (175), mäßig ausgemästete 390 M (60). Tendenz: Geschäftsgang bei anziehenden Preisen langsam. Marktbericht: Rinder, 3 Kälber, 12 Schafe, 142 Schweine. Fleischmarkt: Rindfleisch 1. Sorte 480—520 M, 2. Sorte 400—470 M, 3. Sorte 380—400 M. Hammelfleisch 1. Sorte 460—490 M, 2. Sorte 400—440 M, 3. Sorte 280—380 M. Geschäftsgang mittelmäßig. bbox=[1148, 857, 1626, 1137]
fx-rate: 1530,82 bbox=[1451, 1754, 1494, 1766]
rate-value: 60000 bbox=[1593, 1424, 1624, 1437]
company-name: Lloyd-Dynamowerke bbox=[1388, 1451, 1577, 1465]
fx-rate: 8079,75 bbox=[1385, 1728, 1428, 1740]
fx-currency: Prag . „ 1 Krone bbox=[1149, 1807, 1231, 1818]
fx-rate: 56,00 bbox=[1529, 1833, 1560, 1845]
company-name: Norddeutscher Lloyd bbox=[1388, 1492, 1577, 1505]
el-title: Das Elektrizitätswerk bbox=[1310, 378, 1464, 393]
fx-title: Wechselnotierungen. bbox=[1491, 1584, 1626, 1597]
fx-rate: 2234,40 bbox=[1517, 1675, 1560, 1687]
news-item-lead: d. Rüstringen, 12. Dez. bbox=[659, 832, 824, 846]
fx-rate: 590,23 bbox=[1457, 1741, 1494, 1753]
news-item-text: Unter Erfüllung gewisser Bedingungen können bei der genannten Landesjägerei 120 Versorgungsanwärter hab 1923 eingestellt werden. Die Einstellung der Versorgungsanwärter zur Entlassung kommen, wird auf die Möglichkeit der Bewerbung aufmerksam gemacht. bbox=[179, 1696, 635, 1772]
el-text: wird gebeten, nicht immer, wie schon seit etwa vier Wochen fast jeden Morgen, morgens gegen 7¼ Uhr, in Ohmstede, den Strom abzustellen. Es ist an denselben kurzen Tagen nicht möglich, schon um 7½ Uhr ohne Licht auszukommen. Man muß unter diesen Umständen Kerzen oder Petroleumlampen bereit halten. Mitten in der schönsten Morgenarbeit, wenn im Stall und sonst an allen möglichen Sachen vollauf beschäftigt ist, wird das Licht abgestellt. Warum muß es denn immer die Gemeinde Ohmstede sein? Ohmsteder und Donnerschwee. —n. bbox=[1148, 395, 1626, 519]
fx-rate: 1725,67 bbox=[1517, 1662, 1560, 1674]
company-name: Leerer Heringsfisch.-Gef. bbox=[1149, 1253, 1284, 1266]
rate-value: 9250 bbox=[1360, 1438, 1385, 1450]
company-name: Oldenburg. Glashütte bbox=[1149, 1294, 1264, 1306]
company-name: Kosmos bbox=[1149, 1424, 1190, 1437]
fx-rate: 3,51 bbox=[1469, 1820, 1494, 1832]
news-item bbox=[179, 1778, 635, 1888]
rate-value: 1900 bbox=[1599, 1199, 1624, 1211]
fx-city: * Berlin, 13. Dezbr. bbox=[1148, 1584, 1269, 1597]
company-name: Braker Werft bbox=[1149, 1199, 1218, 1211]
fx-rate: 1686,27 bbox=[1385, 1662, 1428, 1674]
